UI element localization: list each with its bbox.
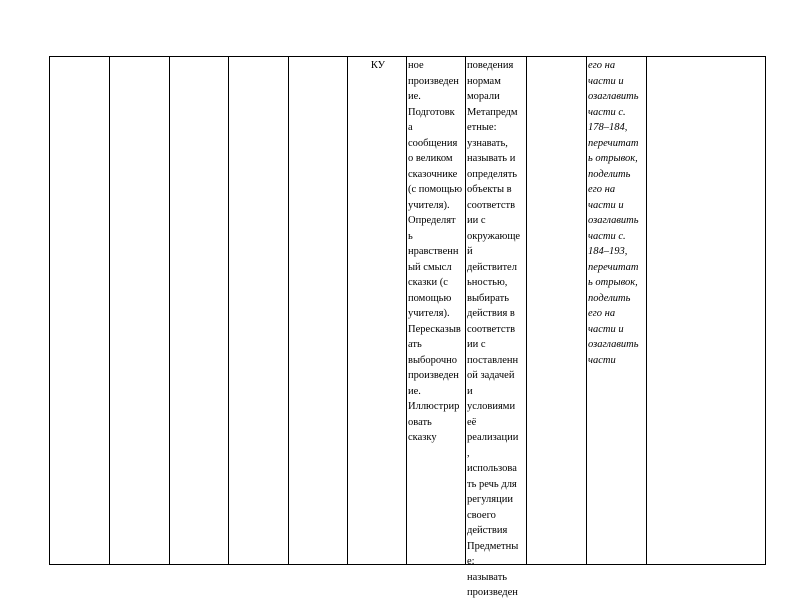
homework-cell: его на части и озаглавить части с. 178–184, перечитат ь отрывок, поделить его на части и озаглавить части с. 184–193, перечитат ь отрывок, поделить его на части и озаглавить части — [588, 60, 639, 366]
column-divider — [169, 56, 170, 565]
column-divider — [406, 56, 407, 565]
activities-cell: ное произведен ие. Подготовк а сообщения о великом сказочнике (с помощью учителя). Определят ь нравственн ый смысл сказки (с помощью учителя). Пересказыв ать выборочно произведен ие. Иллюстрир овать сказку — [408, 60, 463, 443]
outcomes-cell: поведения нормам морали Метапредм етные: узнавать, называть и определять объекты в соответств ии с окружающе й действител ьностью, выбирать действия в соответств ии с поставленн ой задачей и условиями её реализации , использова ть речь для регуляции своего действия Предметны е: называть произведен — [467, 60, 521, 598]
column-divider — [526, 56, 527, 565]
column-divider — [465, 56, 466, 565]
column-divider — [347, 56, 348, 565]
column-divider — [109, 56, 110, 565]
column-divider — [586, 56, 587, 565]
column-divider — [288, 56, 289, 565]
column-divider — [228, 56, 229, 565]
lesson-type-cell: КУ — [370, 60, 386, 71]
column-divider — [646, 56, 647, 565]
